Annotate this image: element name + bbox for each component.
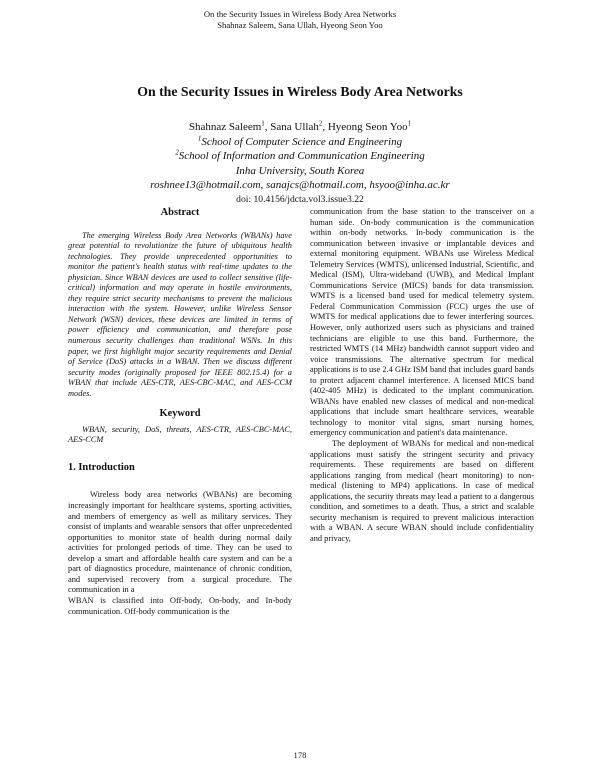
university: Inha University, South Korea	[235, 164, 365, 177]
author-2: Sana Ullah	[270, 121, 319, 133]
keywords-text: WBAN, security, DoS, threats, AES-CTR, AES-CBC-MAC, AES-CCM	[68, 424, 292, 445]
introduction-paragraph-cont: WBAN is classified into Off-body, On-body, and In-body communication. Off-body communication is the	[68, 595, 292, 616]
running-header-title: On the Security Issues in Wireless Body Area Networks	[203, 9, 397, 19]
abstract-text: The emerging Wireless Body Area Networks (WBANs) have great potential to revolutionize the future of ubiquitous health technologies. They provide unprecedented opportunities to monitor the patient's health status with real-time updates to the physician. Since WBAN devices are used to collect sensitive (life-critical) information and may operate in hostile environments, they require strict security mechanisms to prevent the malicious interaction with the system. However, unlike Wireless Sensor Network (WSN) devices, these devices are limited in terms of power efficiency and communication, and therefore pose numerous security challenges than traditional WSNs. In this paper, we first highlight major security requirements and Denial of Service (DoS) attacks in a WBAN. Then we discuss different security modes (originally proposed for IEEE 802.15.4) for a WBAN that include AES-CTR, AES-CBC-MAC, and AES-CCM modes.	[68, 230, 292, 398]
affiliation-1: $^1$School of Computer Science and Engineering	[197, 133, 403, 148]
author-emails: roshnee13@hotmail.com, sanajcs@hotmail.com, hsyoo@inha.ac.kr	[150, 179, 450, 192]
author-3: Hyeong Seon Yoo	[327, 121, 408, 133]
author-2-affil: 2	[318, 119, 323, 128]
introduction-heading: 1. Introduction	[68, 461, 135, 473]
author-names: Shahnaz Saleem$^1$, Sana Ullah$^2$, Hyeong Seon Yoo$^1$	[188, 119, 412, 133]
keywords-heading: Keyword	[159, 408, 201, 420]
paper-title: On the Security Issues in Wireless Body Area Networks	[137, 84, 463, 99]
author-1-affil: 1	[261, 119, 265, 128]
abstract-heading: Abstract	[160, 207, 200, 218]
introduction-paragraph: Wireless body area networks (WBANs) are becoming increasingly important for healthcare systems, sporting activities, and members of emergency as well as military services. They consist of implants and wearable sensors that offer unprecedented opportunities to monitor state of health during normal daily activities for prolonged periods of time. They can be used to develop a smart and affordable health care system and can be a part of diagnostics procedure, maintenance of chronic condition, and supervised recovery from a surgical procedure. The communication in a	[68, 490, 292, 595]
right-column	[310, 207, 534, 545]
left-column	[68, 208, 292, 617]
author-block	[0, 120, 600, 208]
author-1: Shahnaz Saleem	[188, 121, 262, 133]
affiliation-2: $^2$School of Information and Communication Engineering	[175, 148, 425, 163]
running-header	[0, 9, 600, 31]
author-3-affil: 1	[407, 119, 412, 128]
page-number: 178	[293, 750, 307, 760]
body-paragraph: The deployment of WBANs for medical and non-medical applications must satisfy the stringent security and privacy requirements. These requirements are based on different applications ranging from medical (heart monitoring) to non-medical (listening to MP4) applications. In case of medical applications, the security threats may lead a patient to a dangerous condition, and sometimes to a death. Thus, a strict and scalable security mechanism is required to prevent malicious interaction with a WBAN. A secure WBAN should include confidentiality and privacy,	[310, 439, 534, 543]
body-paragraph: communication from the base station to the transceiver on a human side. On-body communication is the communication within on-body networks. In-body communication is the communication between invasive or implantable devices and external monitoring equipment. WBANs use Wireless Medical Telemetry Services (WMTS), unlicensed Industrial, Scientific, and Medical (ISM), Ultra-wideband (UWB), and Medical Implant Communications Service (MICS) bands for data transmission. WMTS is a licensed band used for medical telemetry system. Federal Communication Commission (FCC) urges the use of WMTS for medical applications due to fewer interfering sources. However, only authorized users such as physicians and trained technicians are eligible to use this band. Furthermore, the restricted WMTS (14 MHz) bandwidth cannot support video and voice transmissions. The alternative spectrum for medical applications is to use 2.4 GHz ISM band that includes guard bands to protect adjacent channel interference. A licensed MICS band (402-405 MHz) is dedicated to the implant communication. WBANs have enabled new classes of medical and non-medical applications that include smart healthcare services, wearable technology to monitor vital signs, smart nursing homes, emergency communication and patient's data maintenance.	[310, 207, 534, 438]
doi: doi: 10.4156/jdcta.vol3.issue3.22	[236, 193, 364, 205]
running-header-authors: Shahnaz Saleem, Sana Ullah, Hyeong Seon Yoo	[217, 20, 383, 30]
